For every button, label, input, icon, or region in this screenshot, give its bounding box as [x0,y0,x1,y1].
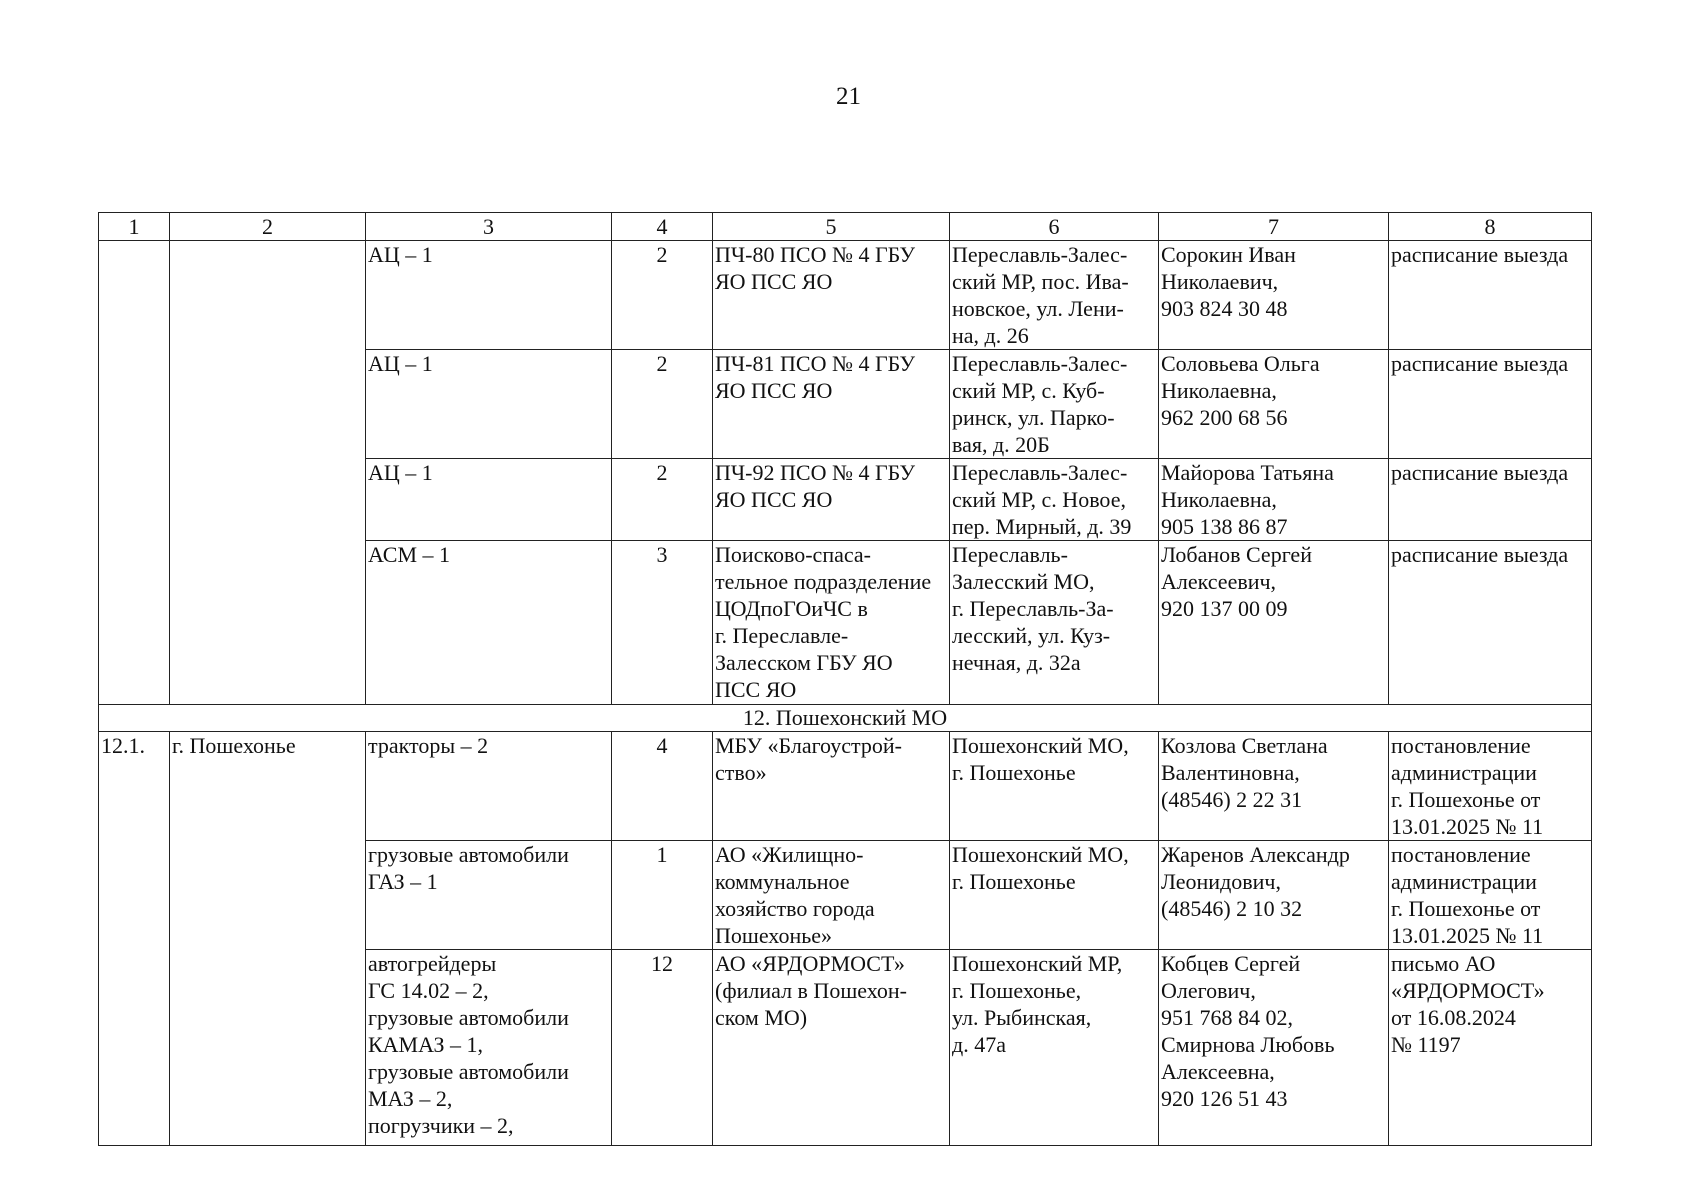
cell-basis: постановление администрации г. Пошехонье от 13.01.2025 № 11 [1389,841,1592,950]
cell-basis: расписание выезда [1389,459,1592,541]
table-row [99,732,1592,841]
cell-equipment: АЦ – 1 [366,459,612,541]
cell-basis: письмо АО «ЯРДОРМОСТ» от 16.08.2024 № 1197 [1389,950,1592,1146]
cell-equipment: тракторы – 2 [366,732,612,841]
cell-contact: Майорова Татьяна Николаевна, 905 138 86 87 [1159,459,1389,541]
header-col-7: 7 [1159,213,1389,241]
cell-organization: ПЧ-81 ПСО № 4 ГБУ ЯО ПСС ЯО [713,350,950,459]
cell-address: Переславль- Залесский МО, г. Переславль-За- лесский, ул. Куз- нечная, д. 32а [950,541,1159,705]
header-col-8: 8 [1389,213,1592,241]
vehicles-table [98,212,1592,1146]
cell-personnel: 4 [612,732,713,841]
cell-personnel: 2 [612,459,713,541]
cell-equipment: грузовые автомобили ГАЗ – 1 [366,841,612,950]
header-col-1: 1 [99,213,170,241]
header-col-2: 2 [170,213,366,241]
cell-personnel: 3 [612,541,713,705]
cell-address: Переславль-Залес- ский МР, пос. Ива- новское, ул. Лени- на, д. 26 [950,241,1159,350]
cell-personnel: 2 [612,350,713,459]
cell-address: Переславль-Залес- ский МР, с. Куб- ринск, ул. Парко- вая, д. 20Б [950,350,1159,459]
cell-basis: расписание выезда [1389,350,1592,459]
cell-contact: Жаренов Александр Леонидович, (48546) 2 10 32 [1159,841,1389,950]
header-col-5: 5 [713,213,950,241]
cell-number: 12.1. [99,732,170,1146]
cell-basis: расписание выезда [1389,541,1592,705]
cell-organization: ПЧ-92 ПСО № 4 ГБУ ЯО ПСС ЯО [713,459,950,541]
cell-equipment: АЦ – 1 [366,350,612,459]
cell-basis: постановление администрации г. Пошехонье от 13.01.2025 № 11 [1389,732,1592,841]
page-number: 21 [836,83,861,110]
table-row [99,241,1592,350]
section-title: 12. Пошехонский МО [99,705,1592,732]
cell-number [99,241,170,705]
cell-equipment: АЦ – 1 [366,241,612,350]
header-col-3: 3 [366,213,612,241]
cell-equipment: АСМ – 1 [366,541,612,705]
cell-locality: г. Пошехонье [170,732,366,1146]
cell-address: Пошехонский МР, г. Пошехонье, ул. Рыбинская, д. 47а [950,950,1159,1146]
header-row [99,213,1592,241]
cell-address: Пошехонский МО, г. Пошехонье [950,732,1159,841]
cell-equipment: автогрейдеры ГС 14.02 – 2, грузовые автомобили КАМАЗ – 1, грузовые автомобили МАЗ – 2, погрузчики – 2, [366,950,612,1146]
cell-contact: Кобцев Сергей Олегович, 951 768 84 02, Смирнова Любовь Алексеевна, 920 126 51 43 [1159,950,1389,1146]
cell-contact: Козлова Светлана Валентиновна, (48546) 2 22 31 [1159,732,1389,841]
cell-contact: Сорокин Иван Николаевич, 903 824 30 48 [1159,241,1389,350]
cell-organization: МБУ «Благоустрой- ство» [713,732,950,841]
header-col-6: 6 [950,213,1159,241]
cell-contact: Соловьева Ольга Николаевна, 962 200 68 56 [1159,350,1389,459]
cell-personnel: 12 [612,950,713,1146]
section-row [99,705,1592,732]
header-col-4: 4 [612,213,713,241]
cell-organization: АО «Жилищно- коммунальное хозяйство города Пошехонье» [713,841,950,950]
cell-contact: Лобанов Сергей Алексеевич, 920 137 00 09 [1159,541,1389,705]
cell-personnel: 1 [612,841,713,950]
cell-organization: Поисково-спаса- тельное подразделение ЦОДпоГОиЧС в г. Переславле- Залесском ГБУ ЯО ПСС ЯО [713,541,950,705]
cell-locality [170,241,366,705]
cell-organization: ПЧ-80 ПСО № 4 ГБУ ЯО ПСС ЯО [713,241,950,350]
cell-organization: АО «ЯРДОРМОСТ» (филиал в Пошехон- ском МО) [713,950,950,1146]
cell-address: Переславль-Залес- ский МР, с. Новое, пер. Мирный, д. 39 [950,459,1159,541]
cell-basis: расписание выезда [1389,241,1592,350]
cell-address: Пошехонский МО, г. Пошехонье [950,841,1159,950]
cell-personnel: 2 [612,241,713,350]
